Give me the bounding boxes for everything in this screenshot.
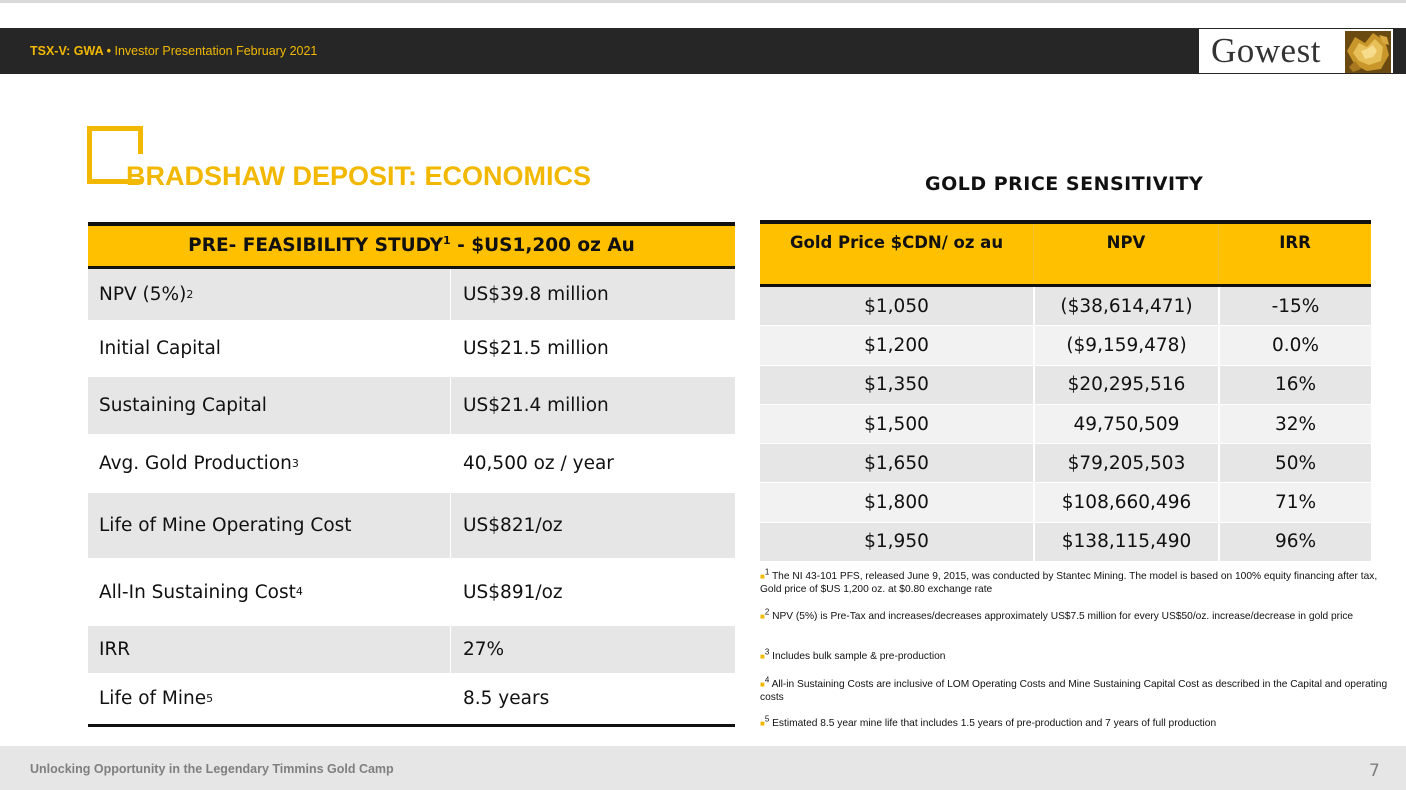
metric-label: Initial Capital xyxy=(88,321,450,376)
gold-price-cell: $1,500 xyxy=(760,405,1033,444)
gowest-logo xyxy=(1198,28,1394,74)
metric-value: 8.5 years xyxy=(450,674,735,723)
logo-text: Gowest xyxy=(1211,31,1321,70)
footnote xyxy=(760,607,1354,624)
ticker: TSX-V: GWA xyxy=(30,44,104,58)
pfs-table-body xyxy=(88,269,735,724)
gold-price-cell: $1,050 xyxy=(760,287,1033,326)
table-row xyxy=(760,483,1371,522)
table-row xyxy=(88,435,735,493)
metric-label: Life of Mine 5 xyxy=(88,674,450,723)
metric-value: US$21.5 million xyxy=(450,321,735,376)
table-row xyxy=(88,493,735,559)
footnote-ref: 1 xyxy=(443,233,451,247)
gold-price-cell: $1,200 xyxy=(760,326,1033,365)
col-npv: NPV xyxy=(1033,224,1218,284)
separator: • xyxy=(103,44,115,58)
irr-cell: 16% xyxy=(1218,366,1371,405)
footnote-number: 2 xyxy=(764,607,770,617)
table-row xyxy=(760,287,1371,326)
table-row xyxy=(88,321,735,377)
top-rule xyxy=(0,0,1406,3)
metric-value: 40,500 oz / year xyxy=(450,435,735,492)
page-number: 7 xyxy=(1369,761,1380,781)
footnote xyxy=(760,675,1390,704)
metric-label: Sustaining Capital xyxy=(88,377,450,434)
bullet-icon: ■ xyxy=(760,652,765,661)
irr-cell: -15% xyxy=(1218,287,1371,326)
gold-price-cell: $1,950 xyxy=(760,523,1033,562)
table-row xyxy=(760,523,1371,562)
header-bar xyxy=(0,28,1406,74)
footnote-text: Estimated 8.5 year mine life that includes 1.5 years of pre-production and 7 years of full production xyxy=(772,718,1217,729)
metric-value: 27% xyxy=(450,626,735,673)
col-gold-price: Gold Price $CDN/ oz au xyxy=(789,233,1004,252)
table-row xyxy=(760,444,1371,483)
metric-label: IRR xyxy=(88,626,450,673)
footer-bar xyxy=(0,746,1406,790)
irr-cell: 32% xyxy=(1218,405,1371,444)
table-row xyxy=(88,674,735,724)
bullet-icon: ■ xyxy=(760,680,765,689)
irr-cell: 0.0% xyxy=(1218,326,1371,365)
gold-price-cell: $1,350 xyxy=(760,366,1033,405)
metric-value: US$891/oz xyxy=(450,559,735,625)
sensitivity-table-header xyxy=(760,220,1371,287)
metric-label: Avg. Gold Production 3 xyxy=(88,435,450,492)
irr-cell: 50% xyxy=(1218,444,1371,483)
npv-cell: $79,205,503 xyxy=(1033,444,1218,483)
irr-cell: 96% xyxy=(1218,523,1371,562)
npv-cell: ($38,614,471) xyxy=(1033,287,1218,326)
metric-value: US$39.8 million xyxy=(450,269,735,320)
footnote-text: NPV (5%) is Pre-Tax and increases/decreases approximately US$7.5 million for every US$50/oz. increase/decrease in gold price xyxy=(772,611,1354,622)
footnote xyxy=(760,647,946,664)
gold-price-cell: $1,650 xyxy=(760,444,1033,483)
metric-value: US$821/oz xyxy=(450,493,735,558)
table-row xyxy=(88,559,735,626)
footnote-text: Includes bulk sample & pre-production xyxy=(772,651,946,662)
footnote xyxy=(760,714,1217,731)
npv-cell: ($9,159,478) xyxy=(1033,326,1218,365)
npv-cell: $138,115,490 xyxy=(1033,523,1218,562)
table-row xyxy=(760,405,1371,444)
metric-label: All-In Sustaining Cost 4 xyxy=(88,559,450,625)
header-text xyxy=(30,44,317,58)
table-bottom-rule xyxy=(88,724,735,727)
footnote xyxy=(760,567,1390,596)
page-title: BRADSHAW DEPOSIT: ECONOMICS xyxy=(126,161,592,191)
sensitivity-table xyxy=(760,220,1371,562)
irr-cell: 71% xyxy=(1218,483,1371,522)
footnote-number: 5 xyxy=(764,714,770,724)
gold-price-cell: $1,800 xyxy=(760,483,1033,522)
pfs-table-header: PRE- FEASIBILITY STUDY$^1$ - $US1,200 oz Au xyxy=(88,222,735,269)
gold-nugget-icon xyxy=(1345,31,1391,73)
sensitivity-table-body xyxy=(760,287,1371,562)
footnote-text: All-in Sustaining Costs are inclusive of LOM Operating Costs and Mine Sustaining Capital Cost as described in the Capital and operating costs xyxy=(760,679,1388,703)
table-row xyxy=(88,377,735,435)
col-irr: IRR xyxy=(1218,224,1371,284)
table-row xyxy=(88,269,735,321)
metric-label: Life of Mine Operating Cost xyxy=(88,493,450,558)
footnote-text: The NI 43-101 PFS, released June 9, 2015, was conducted by Stantec Mining. The model is based on 100% equity financing after tax, Gold price of $US 1,200 oz. at $0.80 exchange rate xyxy=(760,571,1378,595)
metric-value: US$21.4 million xyxy=(450,377,735,434)
table-row xyxy=(88,626,735,674)
bullet-icon: ■ xyxy=(760,572,765,581)
bullet-icon: ■ xyxy=(760,719,765,728)
table-row xyxy=(760,326,1371,365)
footnote-number: 4 xyxy=(764,675,770,685)
table-row xyxy=(760,366,1371,405)
footnote-number: 3 xyxy=(764,647,770,657)
npv-cell: $108,660,496 xyxy=(1033,483,1218,522)
bullet-icon: ■ xyxy=(760,612,765,621)
pfs-table xyxy=(88,222,735,727)
presentation-subtitle: Investor Presentation February 2021 xyxy=(114,44,318,58)
npv-cell: 49,750,509 xyxy=(1033,405,1218,444)
sensitivity-title: GOLD PRICE SENSITIVITY xyxy=(925,173,1204,195)
footer-tagline: Unlocking Opportunity in the Legendary Timmins Gold Camp xyxy=(30,762,394,776)
npv-cell: $20,295,516 xyxy=(1033,366,1218,405)
footnote-number: 1 xyxy=(764,567,770,577)
metric-label: NPV (5%) 2 xyxy=(88,269,450,320)
